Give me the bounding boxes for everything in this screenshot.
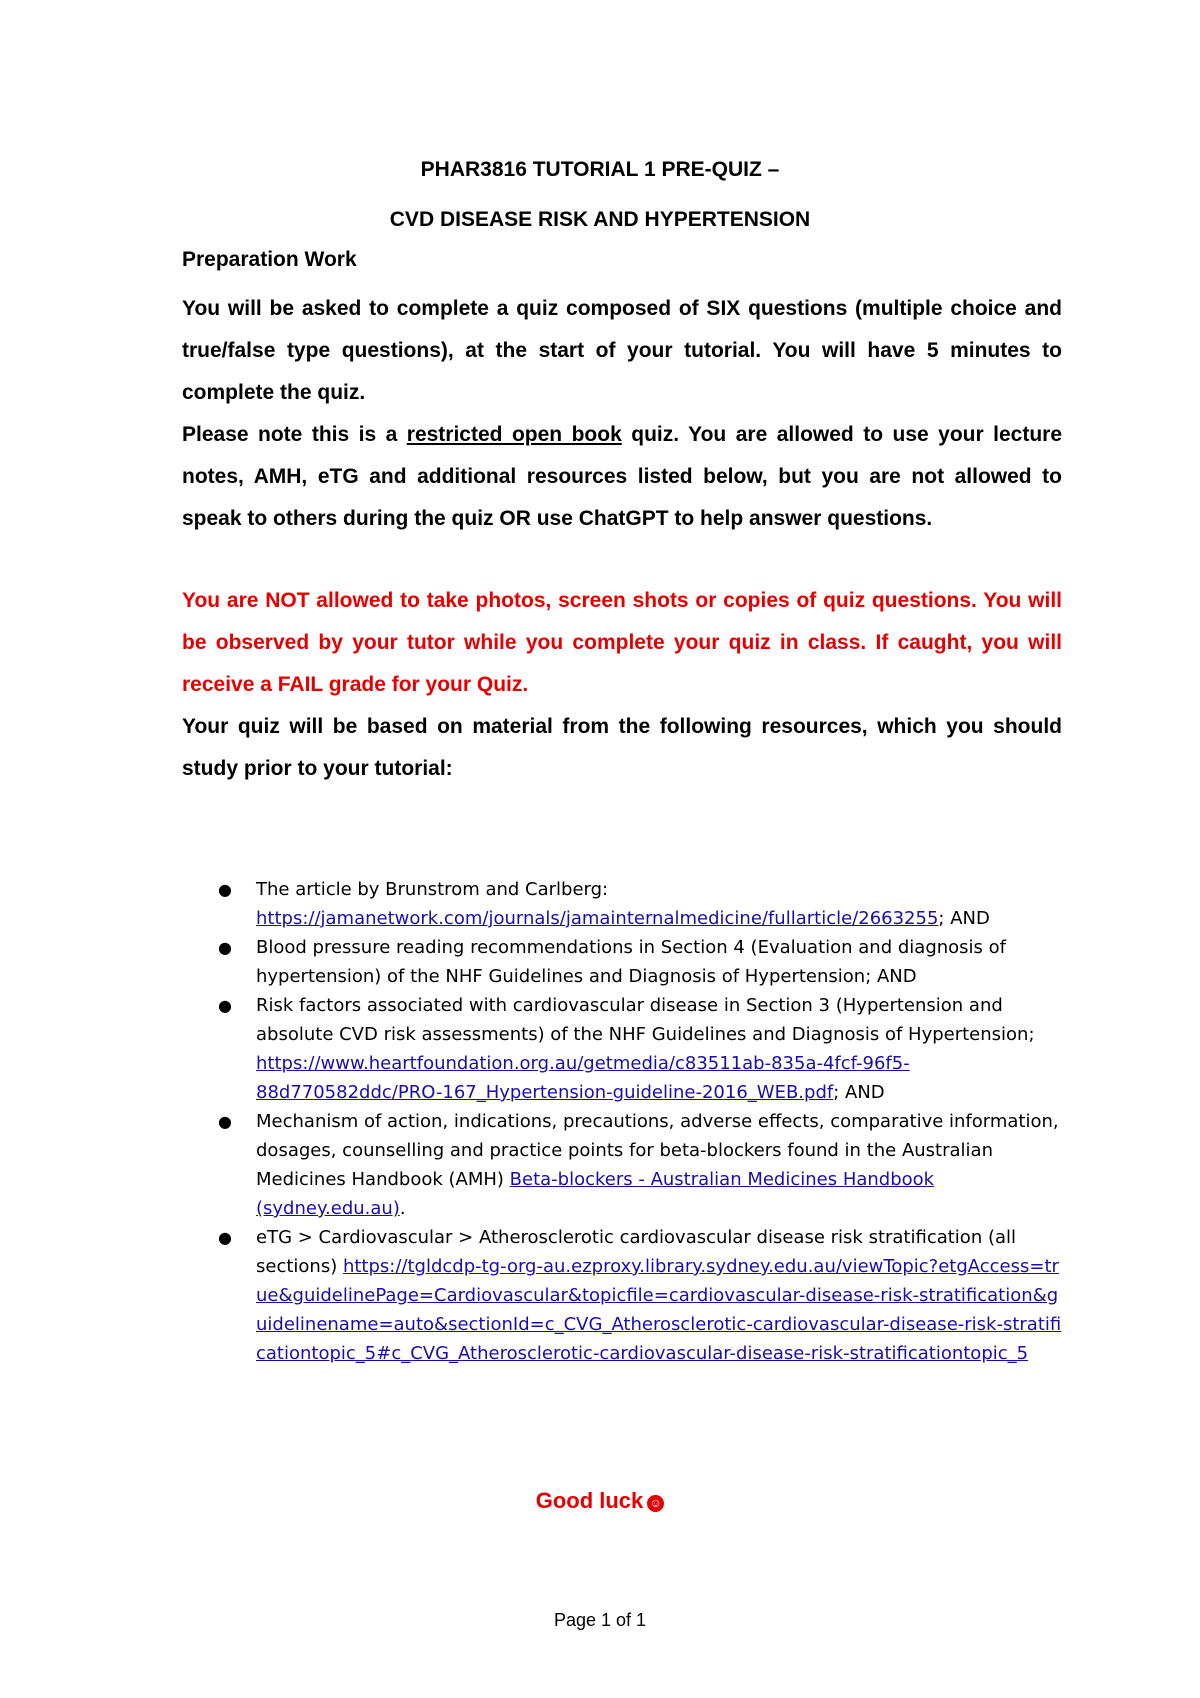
resource-item bbox=[182, 1107, 1062, 1223]
resource-link[interactable]: https://www.heartfoundation.org.au/getmedia/c83511ab-835a-4fcf-96f5-88d770582ddc/PRO-167_Hypertension-guideline-2016_WEB.pdf bbox=[256, 1053, 910, 1103]
resources-intro: Your quiz will be based on material from the following resources, which you should study prior to your tutorial: bbox=[182, 715, 1062, 780]
resource-suffix: ; AND bbox=[938, 908, 990, 929]
warning-paragraph: You are NOT allowed to take photos, screen shots or copies of quiz questions. You will be observed by your tutor while you complete your quiz in class. If caught, you will receive a FAIL grade for your Quiz. bbox=[182, 589, 1062, 696]
open-book-text-before: Please note this is a bbox=[182, 423, 407, 446]
resource-item bbox=[182, 991, 1062, 1107]
resource-link[interactable]: https://tgldcdp-tg-org-au.ezproxy.library.sydney.edu.au/viewTopic?etgAccess=true&guidelinePage=Cardiovascular&topicfile=cardiovascular-disease-risk-stratification&guidelinename=auto&sectionId=c_CVG_Atherosclerotic-cardiovascular-disease-risk-stratificationtopic_5#c_CVG_Atherosclerotic-cardiovascular-disease-risk-stratificationtopic_5 bbox=[256, 1256, 1062, 1364]
restricted-open-book-emphasis: restricted open book bbox=[406, 423, 622, 446]
resource-item bbox=[182, 933, 1062, 991]
resource-text: The article by Brunstrom and Carlberg: bbox=[256, 879, 609, 900]
resource-text: eTG > Cardiovascular > Atherosclerotic cardiovascular disease risk stratification (all sections) bbox=[256, 1227, 1017, 1277]
bullet-icon: ● bbox=[218, 996, 232, 1015]
page-number: Page 1 of 1 bbox=[553, 1610, 647, 1630]
bullet-icon: ● bbox=[218, 1112, 232, 1131]
bullet-icon: ● bbox=[218, 880, 232, 899]
resource-link[interactable]: https://jamanetwork.com/journals/jamainternalmedicine/fullarticle/2663255 bbox=[256, 908, 939, 929]
resources-list bbox=[182, 875, 1062, 1368]
resource-text: Mechanism of action, indications, precautions, adverse effects, comparative information, dosages, counselling and practice points for beta-blockers found in the Australian Medicines Handbook (AMH) bbox=[256, 1111, 1059, 1190]
closing-message bbox=[0, 1488, 1200, 1514]
instructions-paragraph: You will be asked to complete a quiz composed of SIX questions (multiple choice and true/false type questions), at the start of your tutorial. You will have 5 minutes to complete the quiz. bbox=[182, 297, 1062, 404]
section-heading: Preparation Work bbox=[182, 248, 357, 271]
document-title-line-2: CVD DISEASE RISK AND HYPERTENSION bbox=[389, 208, 811, 231]
open-book-paragraph bbox=[182, 414, 1062, 540]
smiley-icon: ☺ bbox=[647, 1495, 664, 1512]
document-title-line-1: PHAR3816 TUTORIAL 1 PRE-QUIZ – bbox=[420, 158, 780, 181]
closing-text: Good luck bbox=[535, 1488, 644, 1513]
resource-text: Risk factors associated with cardiovascular disease in Section 3 (Hypertension and absolute CVD risk assessments) of the NHF Guidelines and Diagnosis of Hypertension; bbox=[256, 995, 1035, 1045]
resource-suffix: ; AND bbox=[833, 1082, 885, 1103]
resource-item bbox=[182, 875, 1062, 933]
resource-suffix: . bbox=[399, 1198, 406, 1219]
bullet-icon: ● bbox=[218, 938, 232, 957]
resource-item bbox=[182, 1223, 1062, 1368]
bullet-icon: ● bbox=[218, 1228, 232, 1247]
resource-link[interactable]: Beta-blockers - Australian Medicines Handbook (sydney.edu.au) bbox=[256, 1169, 935, 1219]
open-book-text-after: quiz. You are allowed to use your lecture notes, AMH, eTG and additional resources listed below, but you are not allowed to speak to others during the quiz OR use ChatGPT to help answer questions. bbox=[182, 423, 1063, 530]
resource-text: Blood pressure reading recommendations in Section 4 (Evaluation and diagnosis of hypertension) of the NHF Guidelines and Diagnosis of Hypertension; AND bbox=[256, 937, 1006, 987]
